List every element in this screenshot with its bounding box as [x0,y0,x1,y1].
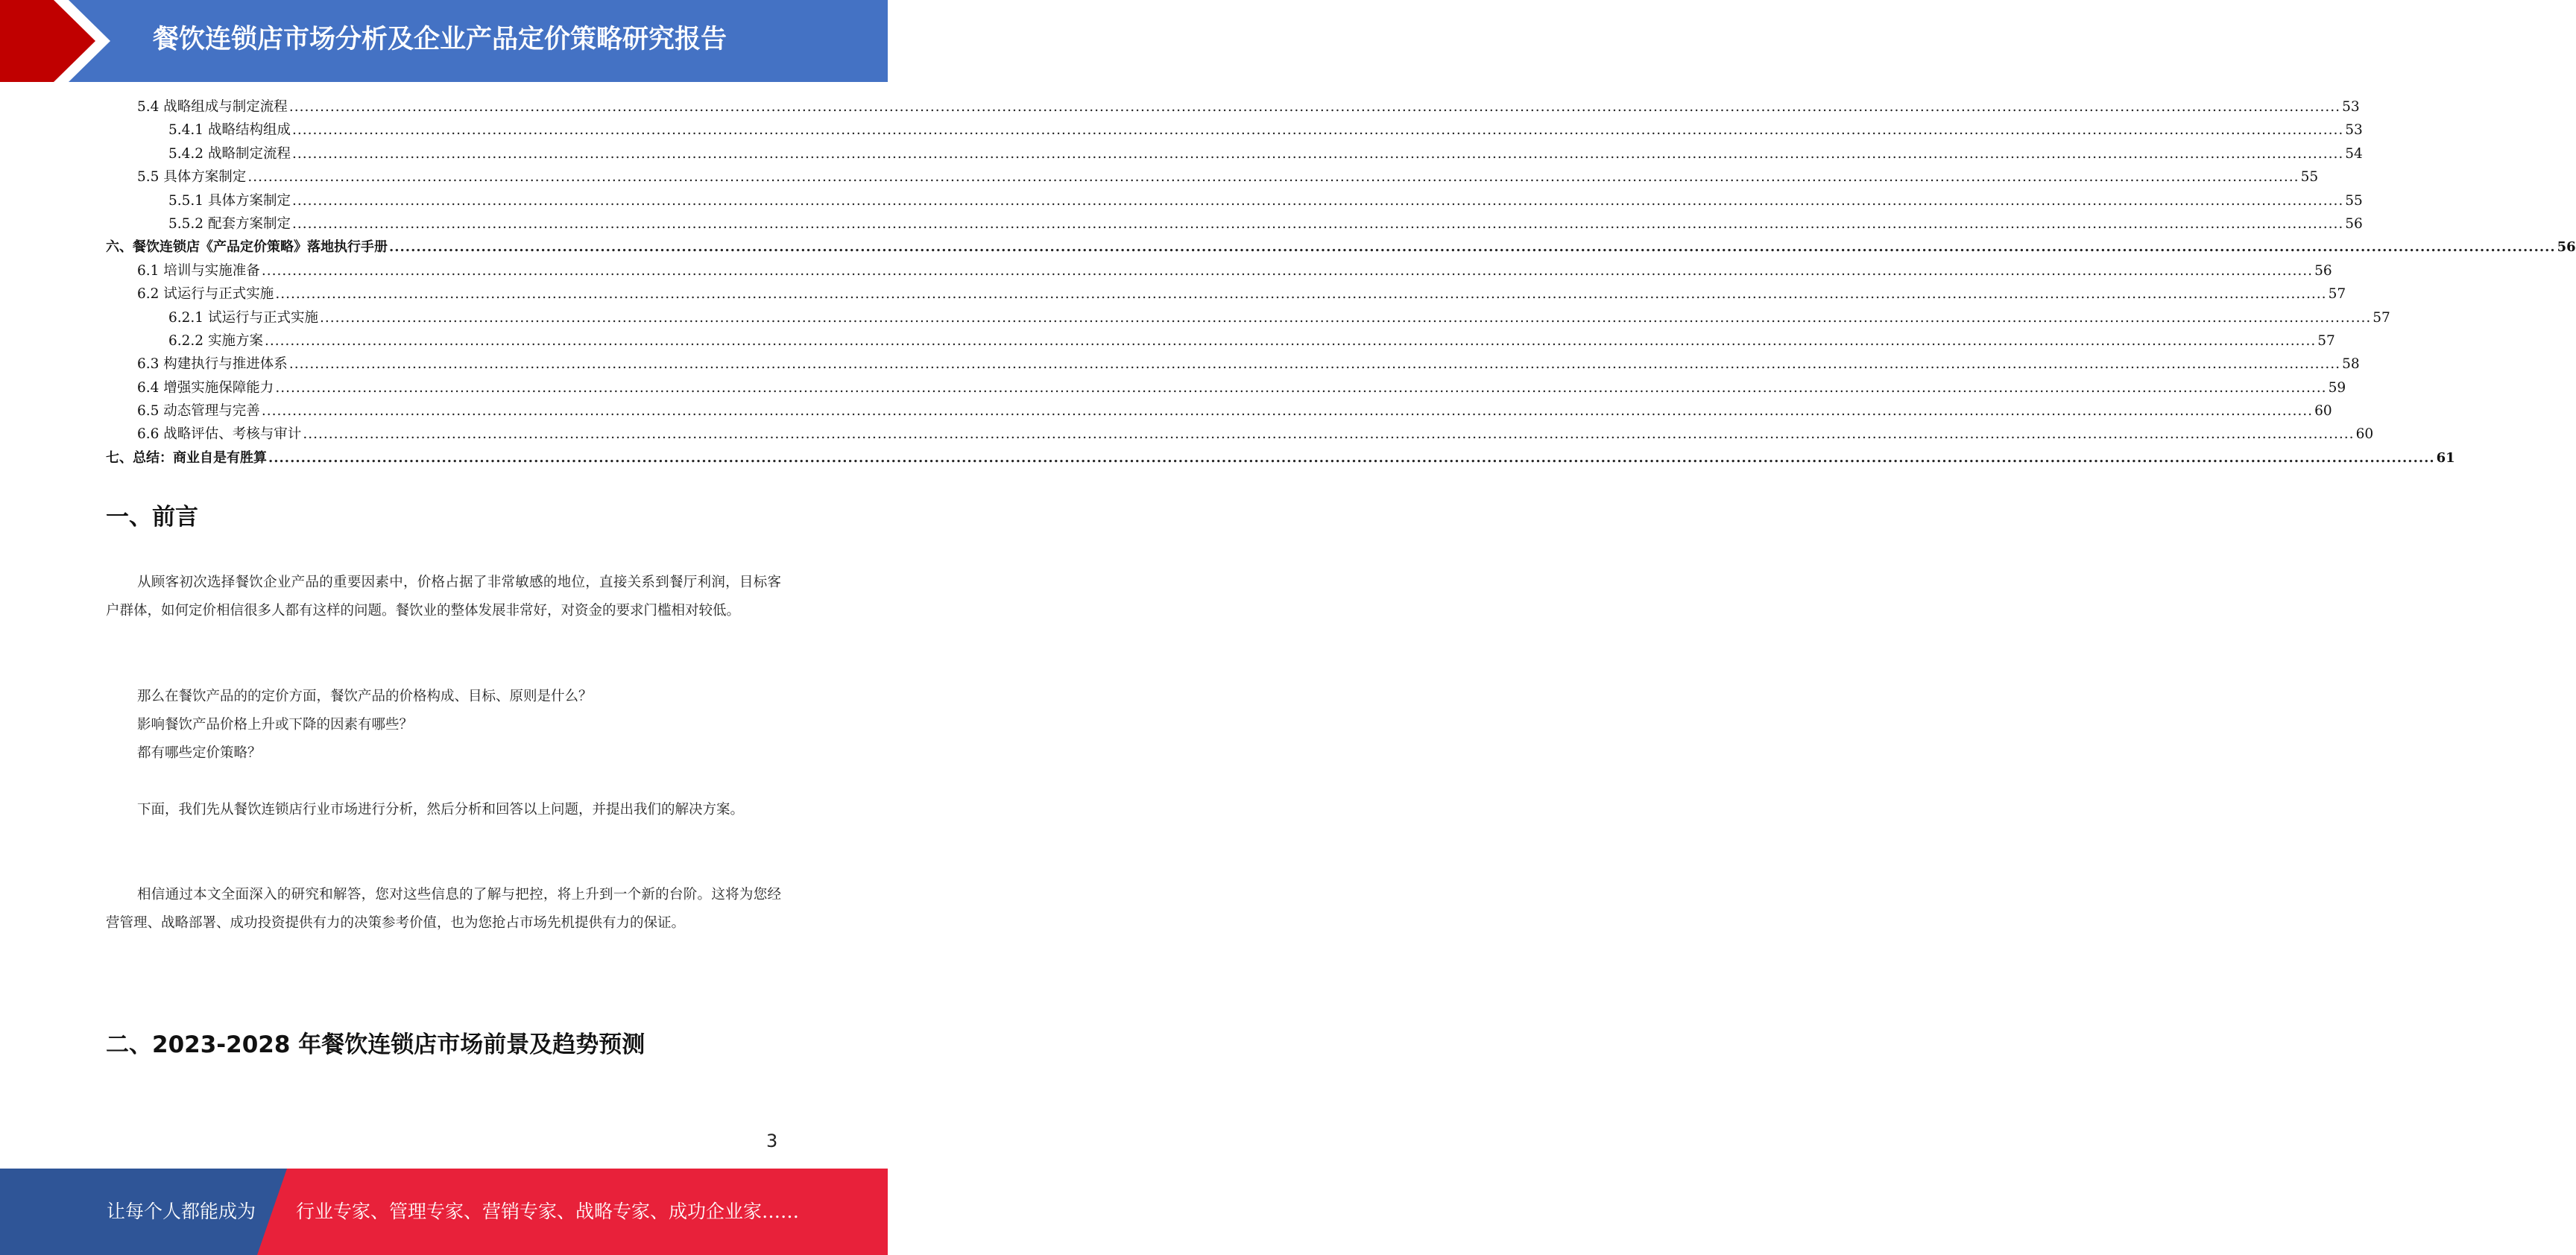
toc-dot-leader: ................................................................................................................................................................................................................................................................................................................................................................................................................ [261,262,2314,279]
toc-dot-leader: ................................................................................................................................................................................................................................................................................................................................................................................................................ [288,99,2341,115]
toc-entry[interactable] [106,235,2576,259]
toc-entry-page: 60 [2314,403,2332,420]
table-of-contents [106,95,2576,470]
toc-dot-leader: ................................................................................................................................................................................................................................................................................................................................................................................................................ [275,286,2327,303]
toc-entry-title: 6.4 增强实施保障能力 [137,379,274,396]
footer-slogan-right: 行业专家、管理专家、营销专家、战略专家、成功企业家…… [296,1201,800,1222]
toc-entry-page: 56 [2557,239,2576,256]
toc-entry[interactable] [106,212,2363,235]
toc-entry[interactable] [106,399,2332,423]
toc-entry-title: 5.5 具体方案制定 [137,169,247,186]
toc-dot-leader: ................................................................................................................................................................................................................................................................................................................................................................................................................ [291,145,2344,162]
report-title: 餐饮连锁店市场分析及企业产品定价策略研究报告 [153,25,727,54]
toc-entry-page: 57 [2373,309,2390,326]
toc-entry-title: 6.3 构建执行与推进体系 [137,356,288,373]
toc-entry-page: 53 [2345,122,2363,139]
toc-dot-leader: ................................................................................................................................................................................................................................................................................................................................................................................................................ [264,332,2317,349]
toc-entry[interactable] [106,329,2335,353]
toc-entry-title: 七、总结：商业自是有胜算 [106,449,267,466]
toc-entry-page: 61 [2436,449,2455,466]
toc-dot-leader: ................................................................................................................................................................................................................................................................................................................................................................................................................ [261,403,2314,420]
preface-paragraph-1: 从顾客初次选择餐饮企业产品的重要因素中，价格占据了非常敏感的地位，直接关系到餐厅利润，目标客户群体，如何定价相信很多人都有这样的问题。餐饮业的整体发展非常好，对资金的要求门槛相对较低。 [106,575,781,619]
toc-dot-leader: ................................................................................................................................................................................................................................................................................................................................................................................................................ [389,239,2556,256]
toc-entry-title: 6.2.2 实施方案 [168,332,263,349]
toc-entry-title: 5.5.1 具体方案制定 [168,192,291,209]
toc-dot-leader: ................................................................................................................................................................................................................................................................................................................................................................................................................ [291,122,2344,139]
toc-dot-leader: ................................................................................................................................................................................................................................................................................................................................................................................................................ [291,215,2344,232]
toc-dot-leader: ................................................................................................................................................................................................................................................................................................................................................................................................................ [303,426,2355,443]
toc-entry[interactable] [106,376,2346,399]
toc-entry-title: 6.6 战略评估、考核与审计 [137,426,302,443]
preface-question-2: 影响餐饮产品价格上升或下降的因素有哪些？ [137,717,414,733]
toc-entry-page: 56 [2345,215,2363,232]
toc-dot-leader: ................................................................................................................................................................................................................................................................................................................................................................................................................ [247,169,2299,186]
page-footer [0,1169,888,1255]
toc-entry-page: 56 [2314,262,2332,279]
toc-entry[interactable] [106,142,2363,165]
section-heading-forecast: 二、2023-2028 年餐饮连锁店市场前景及趋势预测 [106,1031,645,1058]
toc-entry-page: 59 [2328,379,2346,396]
toc-entry-title: 5.5.2 配套方案制定 [168,215,291,232]
toc-entry-page: 60 [2355,426,2374,443]
page-header [0,0,888,82]
toc-entry-title: 六、餐饮连锁店《产品定价策略》落地执行手册 [106,239,388,256]
toc-entry-title: 6.2.1 试运行与正式实施 [168,309,318,326]
toc-entry[interactable] [106,118,2363,142]
preface-question-3: 都有哪些定价策略？ [137,745,262,761]
toc-entry[interactable] [106,353,2360,376]
toc-entry[interactable] [106,95,2360,118]
toc-entry-page: 55 [2345,192,2363,209]
section-heading-preface: 一、前言 [106,504,198,531]
toc-entry[interactable] [106,189,2363,212]
toc-entry-title: 6.5 动态管理与完善 [137,403,260,420]
toc-entry-title: 5.4 战略组成与制定流程 [137,99,288,115]
footer-slogan-left: 让每个人都能成为 [107,1201,256,1222]
toc-entry[interactable] [106,446,2455,470]
toc-dot-leader: ................................................................................................................................................................................................................................................................................................................................................................................................................ [319,309,2372,326]
toc-entry-page: 53 [2342,99,2360,115]
toc-entry-title: 5.4.2 战略制定流程 [168,145,291,162]
toc-entry[interactable] [106,282,2346,306]
toc-dot-leader: ................................................................................................................................................................................................................................................................................................................................................................................................................ [275,379,2327,396]
toc-entry-page: 54 [2345,145,2363,162]
preface-question-1: 那么在餐饮产品的的定价方面，餐饮产品的价格构成、目标、原则是什么？ [137,689,593,704]
preface-paragraph-2: 下面，我们先从餐饮连锁店行业市场进行分析，然后分析和回答以上问题，并提出我们的解决方案。 [137,802,745,818]
toc-entry-page: 57 [2317,332,2335,349]
preface-paragraph-3: 相信通过本文全面深入的研究和解答，您对这些信息的了解与把控，将上升到一个新的台阶。这将为您经营管理、战略部署、成功投资提供有力的决策参考价值，也为您抢占市场先机提供有力的保证。 [106,887,781,931]
toc-entry[interactable] [106,259,2332,282]
toc-dot-leader: ................................................................................................................................................................................................................................................................................................................................................................................................................ [291,192,2344,209]
toc-dot-leader: ................................................................................................................................................................................................................................................................................................................................................................................................................ [288,356,2341,373]
toc-dot-leader: ................................................................................................................................................................................................................................................................................................................................................................................................................ [268,449,2435,466]
toc-entry-page: 58 [2342,356,2360,373]
page-number: 3 [766,1131,778,1151]
toc-entry-title: 6.2 试运行与正式实施 [137,286,274,303]
toc-entry[interactable] [106,423,2374,446]
toc-entry-title: 5.4.1 战略结构组成 [168,122,291,139]
toc-entry[interactable] [106,306,2390,329]
toc-entry-title: 6.1 培训与实施准备 [137,262,260,279]
toc-entry-page: 55 [2300,169,2319,186]
toc-entry-page: 57 [2328,286,2346,303]
toc-entry[interactable] [106,165,2319,189]
